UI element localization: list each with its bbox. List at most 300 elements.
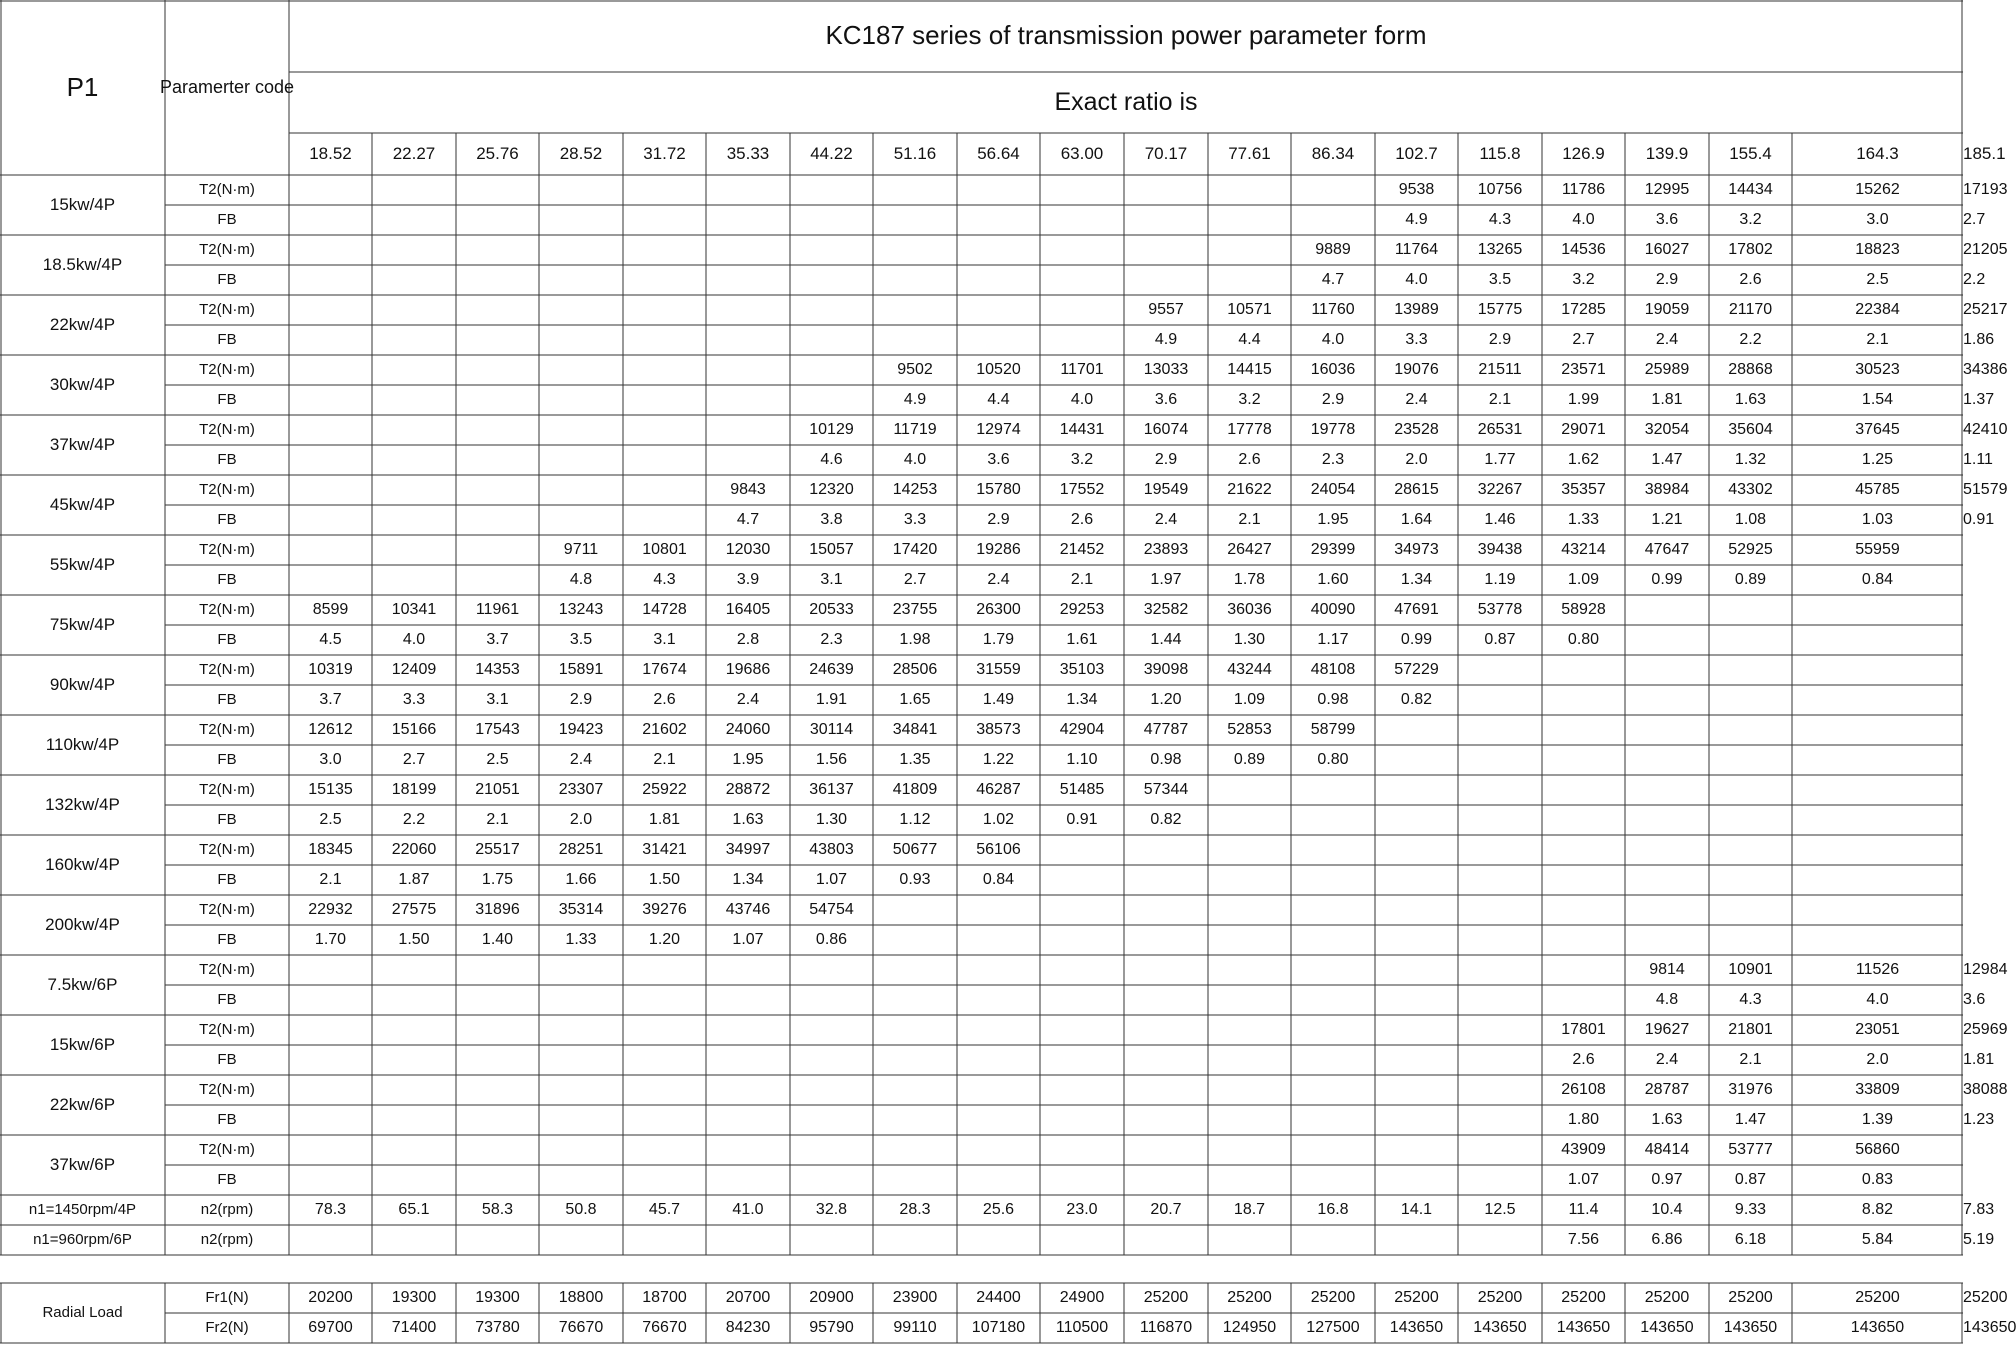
torque-value	[873, 1075, 957, 1105]
service-factor-value	[957, 985, 1040, 1015]
ratio-header: 155.4	[1729, 144, 1772, 164]
service-factor-value: 2.4	[1405, 390, 1428, 408]
torque-value	[539, 235, 623, 265]
torque-value: 32267	[1477, 480, 1523, 498]
service-factor-value	[1792, 625, 1963, 655]
torque-value	[456, 355, 539, 385]
radial-load-value: 143650	[1473, 1318, 1527, 1336]
service-factor-value: 2.1	[486, 810, 509, 828]
torque-value: 17193	[1963, 180, 2008, 198]
torque-value	[623, 1075, 706, 1105]
service-factor-value: 1.11	[1963, 450, 1993, 468]
param-code-t2: T2(N·m)	[199, 181, 255, 199]
radial-load-value: 19300	[391, 1288, 437, 1306]
torque-value: 18345	[308, 840, 353, 858]
service-factor-value: 1.75	[481, 870, 514, 888]
torque-value: 57344	[1143, 780, 1189, 798]
torque-value: 19686	[725, 660, 771, 678]
param-code-fb: FB	[217, 331, 237, 349]
service-factor-value	[706, 1105, 790, 1135]
torque-value: 15166	[391, 720, 437, 738]
service-factor-value	[1208, 1105, 1291, 1135]
torque-value	[1542, 955, 1625, 985]
torque-value: 11764	[1394, 240, 1439, 258]
torque-value	[957, 175, 1040, 205]
torque-value: 34386	[1963, 360, 2008, 378]
radial-load-value: 25200	[1728, 1288, 1773, 1306]
service-factor-value	[1291, 985, 1375, 1015]
torque-value	[456, 955, 539, 985]
service-factor-value	[1291, 865, 1375, 895]
service-factor-value: 2.9	[1154, 450, 1178, 468]
torque-value: 42904	[1059, 720, 1105, 738]
output-speed-value	[1040, 1225, 1124, 1255]
service-factor-value	[706, 325, 790, 355]
power-label: 37kw/6P	[49, 1155, 116, 1175]
service-factor-value	[706, 1165, 790, 1195]
torque-value: 28787	[1644, 1080, 1690, 1098]
service-factor-value: 3.3	[903, 510, 927, 528]
param-code-fb: FB	[217, 571, 237, 589]
torque-value	[623, 955, 706, 985]
service-factor-value	[372, 1105, 456, 1135]
service-factor-value	[372, 445, 456, 475]
torque-value: 18199	[391, 780, 437, 798]
torque-value: 14434	[1728, 180, 1773, 198]
output-speed-value: 14.1	[1400, 1200, 1433, 1218]
service-factor-value: 0.83	[1861, 1170, 1894, 1188]
power-label: 110kw/4P	[45, 735, 120, 755]
ratio-header: 25.76	[476, 144, 519, 164]
radial-load-value: 25200	[1310, 1288, 1356, 1306]
service-factor-value: 1.95	[1317, 510, 1349, 528]
service-factor-value	[873, 325, 957, 355]
torque-value	[873, 175, 957, 205]
output-speed-value: 8.82	[1861, 1200, 1894, 1218]
service-factor-value: 0.91	[1066, 810, 1098, 828]
torque-value	[706, 415, 790, 445]
torque-value	[456, 1075, 539, 1105]
radial-load-value: 127500	[1306, 1318, 1360, 1336]
service-factor-value	[372, 1165, 456, 1195]
torque-value	[1124, 175, 1208, 205]
service-factor-value: 1.60	[1317, 570, 1349, 588]
service-factor-value	[1792, 685, 1963, 715]
output-speed-value: 32.8	[815, 1200, 848, 1218]
service-factor-value: 4.8	[569, 570, 593, 588]
service-factor-value: 4.5	[319, 630, 342, 648]
service-factor-value: 4.0	[1321, 330, 1345, 348]
torque-value	[873, 1135, 957, 1165]
torque-value: 43803	[809, 840, 854, 858]
output-speed-value: 12.5	[1484, 1200, 1516, 1218]
service-factor-value	[1458, 1105, 1542, 1135]
service-factor-value: 1.66	[565, 870, 597, 888]
torque-value	[1542, 835, 1625, 865]
parameter-code-header: Paramerter code	[159, 77, 295, 98]
torque-value: 55959	[1855, 540, 1900, 558]
torque-value	[706, 1075, 790, 1105]
torque-value	[1375, 955, 1458, 985]
param-code-fb: FB	[217, 391, 237, 409]
torque-value: 14728	[642, 600, 687, 618]
torque-value	[790, 955, 873, 985]
service-factor-value	[289, 325, 372, 355]
power-label: 15kw/4P	[49, 195, 116, 215]
torque-value: 19076	[1394, 360, 1439, 378]
param-code-t2: T2(N·m)	[199, 721, 255, 739]
service-factor-value	[289, 445, 372, 475]
torque-value: 35103	[1059, 660, 1105, 678]
table-title: KC187 series of transmission power parameter form	[825, 20, 1427, 51]
service-factor-value: 4.3	[1739, 990, 1762, 1008]
service-factor-value: 3.9	[736, 570, 760, 588]
service-factor-value	[372, 1045, 456, 1075]
torque-value	[1458, 1135, 1542, 1165]
radial-load-value: 69700	[308, 1318, 353, 1336]
service-factor-value	[1124, 205, 1208, 235]
service-factor-value: 4.0	[402, 630, 426, 648]
service-factor-value	[1458, 985, 1542, 1015]
torque-value: 48108	[1310, 660, 1356, 678]
torque-value: 18823	[1855, 240, 1900, 258]
torque-value: 12409	[391, 660, 437, 678]
torque-value	[1124, 835, 1208, 865]
service-factor-value: 1.30	[1233, 630, 1266, 648]
torque-value: 38573	[976, 720, 1021, 738]
torque-value: 10756	[1477, 180, 1523, 198]
service-factor-value: 1.19	[1484, 570, 1516, 588]
torque-value	[1124, 235, 1208, 265]
service-factor-value	[289, 565, 372, 595]
radial-load-value: 76670	[558, 1318, 604, 1336]
service-factor-value	[372, 505, 456, 535]
radial-load-value: 110500	[1055, 1318, 1109, 1336]
service-factor-value	[1375, 925, 1458, 955]
torque-value: 43746	[725, 900, 771, 918]
torque-value	[623, 1135, 706, 1165]
torque-value: 21452	[1059, 540, 1105, 558]
torque-value: 25922	[642, 780, 687, 798]
torque-value: 29253	[1059, 600, 1105, 618]
torque-value	[1709, 835, 1792, 865]
torque-value	[1040, 835, 1124, 865]
torque-value	[1040, 295, 1124, 325]
torque-value	[1124, 895, 1208, 925]
torque-value: 14431	[1059, 420, 1105, 438]
torque-value	[1625, 775, 1709, 805]
service-factor-value	[539, 205, 623, 235]
service-factor-value: 1.34	[1400, 570, 1433, 588]
radial-load-value: 20900	[809, 1288, 854, 1306]
input-speed-label: n1=1450rpm/4P	[28, 1201, 137, 1219]
service-factor-value: 1.98	[899, 630, 931, 648]
torque-value	[1458, 1075, 1542, 1105]
service-factor-value	[1040, 925, 1124, 955]
service-factor-value: 0.86	[815, 930, 848, 948]
param-code-t2: T2(N·m)	[199, 841, 255, 859]
service-factor-value: 2.5	[1866, 270, 1889, 288]
output-speed-value: 9.33	[1734, 1200, 1767, 1218]
torque-value: 11526	[1855, 960, 1900, 978]
power-label: 7.5kw/6P	[47, 975, 118, 995]
torque-value: 10801	[642, 540, 687, 558]
ratio-header: 102.7	[1395, 144, 1438, 164]
torque-value: 34997	[725, 840, 771, 858]
torque-value: 22060	[391, 840, 437, 858]
ratio-header: 126.9	[1562, 144, 1605, 164]
service-factor-value: 1.10	[1066, 750, 1098, 768]
torque-value: 28872	[725, 780, 771, 798]
torque-value: 58928	[1561, 600, 1606, 618]
torque-value: 52853	[1227, 720, 1272, 738]
torque-value	[706, 1015, 790, 1045]
service-factor-value	[873, 1045, 957, 1075]
service-factor-value	[289, 1165, 372, 1195]
service-factor-value: 1.99	[1567, 390, 1600, 408]
torque-value	[957, 235, 1040, 265]
torque-value: 17778	[1227, 420, 1272, 438]
service-factor-value	[1040, 325, 1124, 355]
service-factor-value: 1.35	[899, 750, 931, 768]
service-factor-value	[456, 1165, 539, 1195]
torque-value: 31421	[642, 840, 687, 858]
service-factor-value	[706, 385, 790, 415]
service-factor-value	[456, 205, 539, 235]
param-code-fb: FB	[217, 451, 237, 469]
service-factor-value: 1.47	[1651, 450, 1683, 468]
power-label: 90kw/4P	[49, 675, 116, 695]
torque-value	[289, 355, 372, 385]
torque-value	[1208, 1135, 1291, 1165]
torque-value	[1458, 835, 1542, 865]
service-factor-value	[706, 265, 790, 295]
service-factor-value	[456, 1045, 539, 1075]
service-factor-value: 0.99	[1400, 630, 1433, 648]
ratio-header: 139.9	[1645, 144, 1689, 164]
torque-value	[1375, 1075, 1458, 1105]
service-factor-value	[1124, 1045, 1208, 1075]
service-factor-value: 2.2	[1739, 330, 1762, 348]
torque-value	[873, 955, 957, 985]
output-speed-value	[623, 1225, 706, 1255]
service-factor-value	[1709, 865, 1792, 895]
service-factor-value	[1709, 685, 1792, 715]
service-factor-value	[623, 385, 706, 415]
output-speed-value: 20.7	[1150, 1200, 1182, 1218]
output-speed-value: 23.0	[1066, 1200, 1098, 1218]
torque-value	[539, 355, 623, 385]
service-factor-value	[1291, 1105, 1375, 1135]
torque-value: 19059	[1644, 300, 1690, 318]
torque-value: 16036	[1310, 360, 1356, 378]
service-factor-value	[706, 985, 790, 1015]
service-factor-value	[289, 505, 372, 535]
service-factor-value: 2.5	[319, 810, 342, 828]
output-speed-value	[957, 1225, 1040, 1255]
torque-value: 21602	[642, 720, 687, 738]
service-factor-value	[1458, 865, 1542, 895]
torque-value: 15775	[1477, 300, 1523, 318]
service-factor-value: 3.5	[569, 630, 593, 648]
service-factor-value	[456, 505, 539, 535]
service-factor-value: 0.82	[1150, 810, 1182, 828]
torque-value	[456, 415, 539, 445]
service-factor-value	[623, 265, 706, 295]
torque-value	[873, 235, 957, 265]
power-label: 160kw/4P	[45, 855, 120, 875]
radial-load-value: 143650	[1556, 1318, 1611, 1336]
service-factor-value	[1625, 625, 1709, 655]
torque-value: 23893	[1143, 540, 1189, 558]
torque-value	[706, 355, 790, 385]
torque-value: 13265	[1477, 240, 1523, 258]
service-factor-value: 1.77	[1484, 450, 1516, 468]
output-speed-value	[1208, 1225, 1291, 1255]
torque-value	[623, 235, 706, 265]
service-factor-value: 3.1	[486, 690, 509, 708]
radial-load-value: 25200	[1143, 1288, 1189, 1306]
torque-value	[1792, 595, 1963, 625]
torque-value: 38984	[1644, 480, 1690, 498]
output-speed-value: 6.86	[1651, 1230, 1683, 1248]
service-factor-value: 1.50	[398, 930, 430, 948]
torque-value	[1208, 955, 1291, 985]
service-factor-value	[1124, 925, 1208, 955]
service-factor-value: 3.3	[1405, 330, 1428, 348]
service-factor-value: 0.84	[982, 870, 1015, 888]
output-speed-value: 41.0	[732, 1200, 764, 1218]
torque-value	[957, 955, 1040, 985]
power-label: 45kw/4P	[49, 495, 116, 515]
service-factor-value: 1.34	[732, 870, 764, 888]
service-factor-value: 4.0	[903, 450, 927, 468]
torque-value	[456, 295, 539, 325]
service-factor-value	[873, 925, 957, 955]
torque-value: 19778	[1310, 420, 1356, 438]
torque-value: 19286	[976, 540, 1021, 558]
power-label: 132kw/4P	[45, 795, 120, 815]
torque-value	[873, 295, 957, 325]
service-factor-value: 0.87	[1484, 630, 1516, 648]
torque-value	[1208, 835, 1291, 865]
service-factor-value: 2.1	[1739, 1050, 1762, 1068]
service-factor-value	[1792, 865, 1963, 895]
torque-value	[1375, 715, 1458, 745]
torque-value	[1124, 1015, 1208, 1045]
torque-value: 43244	[1227, 660, 1272, 678]
radial-load-value: 124950	[1222, 1318, 1277, 1336]
torque-value: 48414	[1644, 1140, 1690, 1158]
torque-value: 19423	[558, 720, 604, 738]
torque-value	[1625, 655, 1709, 685]
service-factor-value	[289, 1105, 372, 1135]
service-factor-value: 1.08	[1734, 510, 1767, 528]
torque-value	[790, 355, 873, 385]
service-factor-value: 2.7	[903, 570, 927, 588]
service-factor-value	[1291, 1045, 1375, 1075]
service-factor-value	[456, 385, 539, 415]
service-factor-value: 2.6	[1572, 1050, 1595, 1068]
radial-load-value: 24900	[1059, 1288, 1105, 1306]
ratio-header: 70.17	[1144, 144, 1188, 164]
service-factor-value: 3.2	[1238, 390, 1261, 408]
radial-load-value: 99110	[893, 1318, 937, 1336]
service-factor-value: 2.2	[1963, 270, 1986, 288]
service-factor-value	[456, 325, 539, 355]
service-factor-value	[623, 445, 706, 475]
torque-value	[456, 235, 539, 265]
torque-value	[1375, 1015, 1458, 1045]
exact-ratio-heading: Exact ratio is	[1054, 88, 1198, 117]
torque-value: 10520	[976, 360, 1021, 378]
torque-value: 53778	[1477, 600, 1523, 618]
service-factor-value	[1625, 865, 1709, 895]
service-factor-value	[539, 985, 623, 1015]
param-code-fb: FB	[217, 271, 237, 289]
service-factor-value: 1.91	[815, 690, 848, 708]
service-factor-value: 1.97	[1150, 570, 1182, 588]
service-factor-value: 0.84	[1861, 570, 1894, 588]
torque-value: 46287	[976, 780, 1021, 798]
torque-value: 10319	[308, 660, 353, 678]
torque-value	[456, 175, 539, 205]
torque-value: 10341	[391, 600, 437, 618]
service-factor-value: 2.1	[319, 870, 342, 888]
radial-load-value: 71400	[391, 1318, 437, 1336]
ratio-header: 51.16	[893, 144, 937, 164]
service-factor-value	[1208, 805, 1291, 835]
torque-value	[790, 175, 873, 205]
param-code-fb: FB	[217, 991, 237, 1009]
torque-value: 17285	[1561, 300, 1606, 318]
service-factor-value	[957, 1105, 1040, 1135]
service-factor-value	[1792, 925, 1963, 955]
ratio-header: 35.33	[726, 144, 770, 164]
torque-value: 45785	[1855, 480, 1900, 498]
torque-value	[1625, 595, 1709, 625]
param-code-t2: T2(N·m)	[199, 1141, 255, 1159]
param-code-t2: T2(N·m)	[199, 961, 255, 979]
service-factor-value	[1291, 925, 1375, 955]
service-factor-value: 3.3	[402, 690, 426, 708]
torque-value	[372, 535, 456, 565]
output-speed-value: 25.6	[982, 1200, 1015, 1218]
service-factor-value	[1208, 1045, 1291, 1075]
torque-value: 26300	[976, 600, 1021, 618]
power-label: 200kw/4P	[45, 915, 120, 935]
service-factor-value	[623, 325, 706, 355]
service-factor-value	[1040, 1165, 1124, 1195]
service-factor-value	[1124, 1165, 1208, 1195]
torque-value: 50677	[892, 840, 938, 858]
service-factor-value: 4.4	[1238, 330, 1261, 348]
service-factor-value: 4.9	[1154, 330, 1178, 348]
torque-value: 42410	[1963, 420, 2008, 438]
torque-value	[1792, 715, 1963, 745]
power-label: 22kw/4P	[49, 315, 116, 335]
torque-value	[1208, 1015, 1291, 1045]
service-factor-value	[957, 925, 1040, 955]
service-factor-value	[372, 205, 456, 235]
service-factor-value	[539, 1045, 623, 1075]
service-factor-value	[456, 445, 539, 475]
torque-value: 58799	[1310, 720, 1356, 738]
service-factor-value: 1.61	[1066, 630, 1098, 648]
service-factor-value: 0.82	[1400, 690, 1433, 708]
service-factor-value: 1.56	[815, 750, 848, 768]
param-code-t2: T2(N·m)	[199, 1081, 255, 1099]
